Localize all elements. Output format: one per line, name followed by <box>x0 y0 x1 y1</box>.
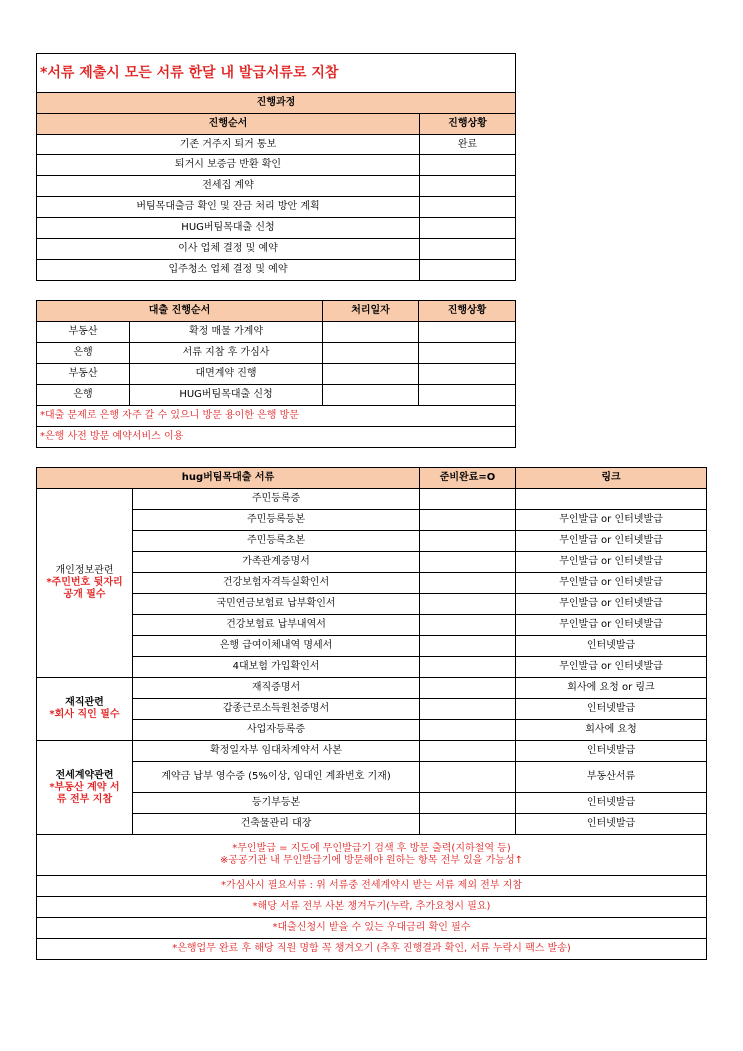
process-step: 버팀목대출금 확인 및 잔금 처리 방안 계획 <box>37 197 420 218</box>
table-row <box>37 552 707 573</box>
doc-ready-cell[interactable] <box>420 531 516 552</box>
doc-link[interactable]: 무인발급 or 인터넷발급 <box>516 552 707 573</box>
table-row <box>37 343 516 364</box>
docs-col-docs: hug버팀목대출 서류 <box>37 468 420 489</box>
loan-task: 확정 매물 가계약 <box>130 322 323 343</box>
doc-name: 국민연금보험료 납부확인서 <box>133 594 420 615</box>
doc-link[interactable]: 인터넷발급 <box>516 814 707 835</box>
doc-name: 주민등록초본 <box>133 531 420 552</box>
loan-who: 은행 <box>37 343 130 364</box>
process-step: 이사 업체 결정 및 예약 <box>37 239 420 260</box>
doc-name: 은행 급여이체내역 명세서 <box>133 636 420 657</box>
loan-note: *대출 문제로 은행 자주 갈 수 있으니 방문 용이한 은행 방문 <box>37 406 516 427</box>
doc-name: 건강보험료 납부내역서 <box>133 615 420 636</box>
doc-link[interactable]: 무인발급 or 인터넷발급 <box>516 531 707 552</box>
docs-col-link: 링크 <box>516 468 707 489</box>
table-row <box>37 155 516 176</box>
doc-name: 4대보험 가입확인서 <box>133 657 420 678</box>
table-row <box>37 678 707 699</box>
loan-task: 대면계약 진행 <box>130 364 323 385</box>
doc-link[interactable]: 부동산서류 <box>516 762 707 793</box>
doc-name: 사업자등록증 <box>133 720 420 741</box>
doc-name: 확정일자부 임대차계약서 사본 <box>133 741 420 762</box>
docs-note: *가심사시 필요서류 : 위 서류중 전세계약시 받는 서류 제외 전부 지참 <box>37 876 707 897</box>
loan-note: *은행 사전 방문 예약서비스 이용 <box>37 427 516 448</box>
loan-who: 부동산 <box>37 364 130 385</box>
group-lease <box>37 741 133 835</box>
table-row <box>37 218 516 239</box>
group-sub: *주민번호 뒷자리 공개 필수 <box>46 577 123 600</box>
table-row <box>37 322 516 343</box>
process-col-step: 진행순서 <box>37 114 420 135</box>
doc-ready-cell[interactable] <box>420 793 516 814</box>
docs-note: *은행업무 완료 후 해당 직원 명함 꼭 챙겨오기 (추후 진행결과 확인, 서류 누락시 팩스 발송) <box>37 939 707 960</box>
table-row <box>37 762 707 793</box>
process-status[interactable] <box>420 155 516 176</box>
doc-name: 계약금 납부 영수증 (5%이상, 임대인 계좌번호 기재) <box>133 762 420 793</box>
loan-date-cell[interactable] <box>323 364 419 385</box>
doc-ready-cell[interactable] <box>420 594 516 615</box>
docs-note: *해당 서류 전부 사본 챙겨두기(누락, 추가요청시 필요) <box>37 897 707 918</box>
group-sub: *회사 직인 필수 <box>49 709 120 720</box>
process-status[interactable]: 완료 <box>420 135 516 155</box>
doc-link[interactable]: 인터넷발급 <box>516 741 707 762</box>
doc-link[interactable]: 회사에 요청 or 링크 <box>516 678 707 699</box>
loan-status-cell[interactable] <box>419 322 516 343</box>
doc-link[interactable]: 무인발급 or 인터넷발급 <box>516 615 707 636</box>
process-col-status: 진행상황 <box>420 114 516 135</box>
table-row <box>37 699 707 720</box>
doc-ready-cell[interactable] <box>420 636 516 657</box>
docs-note-kiosk <box>37 835 707 876</box>
table-row <box>37 594 707 615</box>
table-row <box>37 239 516 260</box>
process-step: 기존 거주지 퇴거 통보 <box>37 135 420 155</box>
doc-ready-cell[interactable] <box>420 573 516 594</box>
loan-date-cell[interactable] <box>323 343 419 364</box>
doc-link[interactable]: 무인발급 or 인터넷발급 <box>516 573 707 594</box>
table-row <box>37 260 516 281</box>
loan-col-order: 대출 진행순서 <box>37 301 323 322</box>
doc-link[interactable] <box>516 489 707 510</box>
group-label: 재직관련 <box>65 697 104 708</box>
doc-name: 재직증명서 <box>133 678 420 699</box>
doc-ready-cell[interactable] <box>420 762 516 793</box>
loan-status-cell[interactable] <box>419 343 516 364</box>
process-status[interactable] <box>420 197 516 218</box>
table-row <box>37 510 707 531</box>
table-row <box>37 741 707 762</box>
table-row <box>37 793 707 814</box>
doc-ready-cell[interactable] <box>420 510 516 531</box>
process-status[interactable] <box>420 176 516 197</box>
loan-col-date: 처리일자 <box>323 301 419 322</box>
loan-status-cell[interactable] <box>419 385 516 406</box>
doc-link[interactable]: 인터넷발급 <box>516 636 707 657</box>
note-line: *무인발급 = 지도에 무인발급기 검색 후 방문 출력(지하철역 등) <box>232 843 511 854</box>
process-title: *서류 제출시 모든 서류 한달 내 발급서류로 지참 <box>37 54 516 93</box>
process-step: HUG버팀목대출 신청 <box>37 218 420 239</box>
doc-name: 가족관계증명서 <box>133 552 420 573</box>
doc-link[interactable]: 인터넷발급 <box>516 699 707 720</box>
process-status[interactable] <box>420 260 516 281</box>
group-label: 전세계약관련 <box>55 769 114 781</box>
table-row <box>37 720 707 741</box>
doc-ready-cell[interactable] <box>420 615 516 636</box>
docs-col-ready: 준비완료=O <box>420 468 516 489</box>
table-row <box>37 636 707 657</box>
loan-date-cell[interactable] <box>323 385 419 406</box>
doc-name: 갑종근로소득원천증명서 <box>133 699 420 720</box>
doc-ready-cell[interactable] <box>420 678 516 699</box>
doc-ready-cell[interactable] <box>420 657 516 678</box>
loan-task: HUG버팀목대출 신청 <box>130 385 323 406</box>
process-step: 입주청소 업체 결정 및 예약 <box>37 260 420 281</box>
process-step: 전세집 계약 <box>37 176 420 197</box>
documents-table <box>36 467 707 960</box>
loan-task: 서류 지참 후 가심사 <box>130 343 323 364</box>
process-table <box>36 53 516 281</box>
doc-link[interactable]: 인터넷발급 <box>516 793 707 814</box>
doc-ready-cell[interactable] <box>420 720 516 741</box>
loan-col-status: 진행상황 <box>419 301 516 322</box>
doc-ready-cell[interactable] <box>420 814 516 835</box>
process-status[interactable] <box>420 239 516 260</box>
loan-who: 은행 <box>37 385 130 406</box>
doc-name: 건강보험자격득실확인서 <box>133 573 420 594</box>
group-label: 개인정보관련 <box>55 565 114 576</box>
table-row <box>37 135 516 155</box>
doc-name: 등기부등본 <box>133 793 420 814</box>
docs-note: *대출신청시 받을 수 있는 우대금리 확인 필수 <box>37 918 707 939</box>
doc-ready-cell[interactable] <box>420 489 516 510</box>
doc-link[interactable]: 무인발급 or 인터넷발급 <box>516 657 707 678</box>
loan-table <box>36 300 516 448</box>
table-row <box>37 489 707 510</box>
process-section-header: 진행과정 <box>37 93 516 114</box>
doc-name: 주민등록등본 <box>133 510 420 531</box>
table-row <box>37 657 707 678</box>
doc-ready-cell[interactable] <box>420 552 516 573</box>
loan-date-cell[interactable] <box>323 322 419 343</box>
table-row <box>37 197 516 218</box>
loan-status-cell[interactable] <box>419 364 516 385</box>
doc-link[interactable]: 무인발급 or 인터넷발급 <box>516 594 707 615</box>
doc-name: 주민등록증 <box>133 489 420 510</box>
table-row <box>37 531 707 552</box>
group-sub: *부동산 계약 서류 전부 지참 <box>49 781 120 805</box>
process-step: 퇴거시 보증금 반환 확인 <box>37 155 420 176</box>
doc-ready-cell[interactable] <box>420 741 516 762</box>
table-row <box>37 364 516 385</box>
doc-link[interactable]: 무인발급 or 인터넷발급 <box>516 510 707 531</box>
group-personal <box>37 489 133 678</box>
table-row <box>37 615 707 636</box>
doc-name: 건축물관리 대장 <box>133 814 420 835</box>
table-row <box>37 814 707 835</box>
table-row <box>37 573 707 594</box>
table-row <box>37 176 516 197</box>
process-status[interactable] <box>420 218 516 239</box>
doc-link[interactable]: 회사에 요청 <box>516 720 707 741</box>
note-line: ※공공기관 내 무인발급기에 방문해야 원하는 항목 전부 있을 가능성↑ <box>219 855 523 866</box>
doc-ready-cell[interactable] <box>420 699 516 720</box>
table-row <box>37 385 516 406</box>
group-employment <box>37 678 133 741</box>
loan-who: 부동산 <box>37 322 130 343</box>
